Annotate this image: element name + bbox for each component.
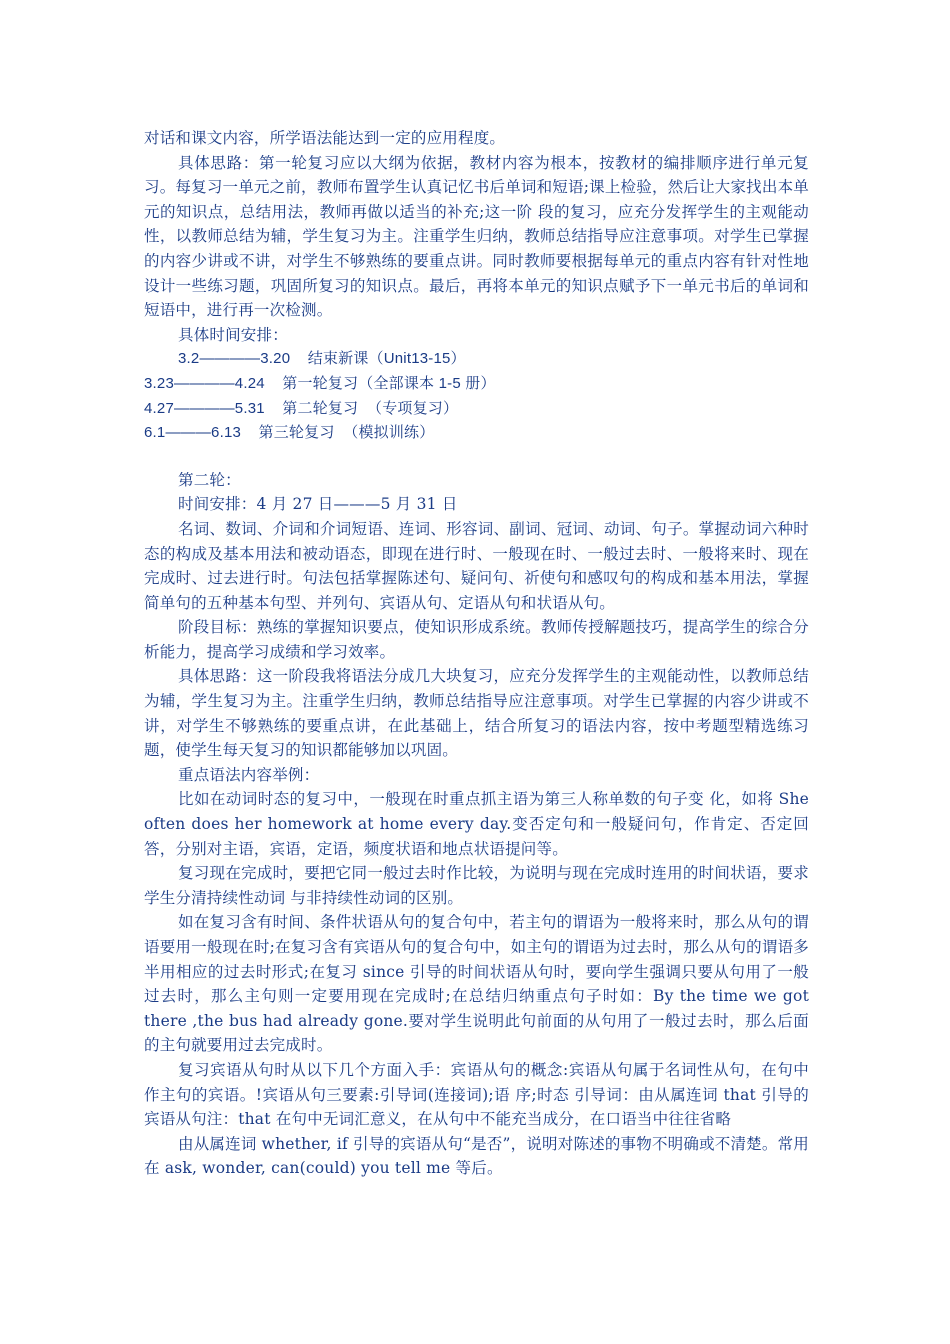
paragraph: 如在复习含有时间、条件状语从句的复合句中，若主句的谓语为一般将来时，那么从句的谓语要用一般现在时;在复习含有宾语从句的复合句中，如主句的谓语为过去时，那么从句的谓语多半用相应的过去时形式;在复习 since 引导的时间状语从句时，要向学生强调只要从句用了一般过去时，那么主句则一定要用现在完成时;在总结归纳重点句子时如：By the time we got there ,the bus had already gone.要对学生说明此句前面的从句用了一般过去时，那么后面的主句就要用过去完成时。	[144, 913, 809, 1055]
section-heading: 第二轮：	[178, 470, 241, 489]
paragraph: 名词、数词、介词和介词短语、连词、形容词、副词、冠词、动词、句子。掌握动词六种时态的构成及基本用法和被动语态，即现在进行时、一般现在时、一般过去时、一般将来时、现在完成时、过去进行时。句法包括掌握陈述句、疑问句、祈使句和感叹句的构成和基本用法，掌握简单句的五种基本句型、并列句、宾语从句、定语从句和状语从句。	[144, 519, 809, 612]
paragraph: 具体思路：第一轮复习应以大纲为依据，教材内容为根本，按教材的编排顺序进行单元复习。每复习一单元之前，教师布置学生认真记忆书后单词和短语;课上检验，然后让大家找出本单元的知识点，总结用法，教师再做以适当的补充;这一阶 段的复习，应充分发挥学生的主观能动性，以教师总结为辅，学生复习为主。注重学生归纳，教师总结指导应注意事项。对学生已掌握的内容少讲或不讲，对学生不够熟练的要重点讲。同时教师要根据每单元的重点内容有针对性地设计一些练习题，巩固所复习的知识点。最后，再将本单元的知识点赋予下一单元书后的单词和短语中，进行再一次检测。	[144, 153, 809, 320]
paragraph: 复习现在完成时，要把它同一般过去时作比较，为说明与现在完成时连用的时间状语，要求学生分清持续性动词 与非持续性动词的区别。	[144, 864, 809, 907]
paragraph: 具体时间安排：	[178, 325, 288, 344]
schedule-line: 4.27————5.31 第二轮复习 （专项复习）	[144, 399, 459, 417]
paragraph: 阶段目标：熟练的掌握知识要点，使知识形成系统。教师传授解题技巧，提高学生的综合分析能力，提高学习成绩和学习效率。	[144, 618, 809, 661]
paragraph: 具体思路：这一阶段我将语法分成几大块复习，应充分发挥学生的主观能动性，以教师总结为辅，学生复习为主。注重学生归纳，教师总结指导应注意事项。对学生已掌握的内容少讲或不讲，对学生不够熟练的要重点讲，在此基础上，结合所复习的语法内容，按中考题型精选练习题，使学生每天复习的知识都能够加以巩固。	[144, 667, 809, 760]
spacer	[144, 446, 809, 468]
paragraph: 由从属连词 whether, if 引导的宾语从句“是否”，说明对陈述的事物不明确或不清楚。常用在 ask, wonder, can(could) you tell me 等后。	[144, 1134, 809, 1178]
paragraph: 比如在动词时态的复习中，一般现在时重点抓主语为第三人称单数的句子变 化，如将 She often does her homework at home every day.变否定句和一般疑问句，作肯定、否定回答，分别对主语，宾语，定语，频度状语和地点状语提问等。	[144, 790, 809, 858]
schedule-line: 3.2————3.20 结束新课（Unit13-15）	[178, 350, 466, 368]
paragraph: 复习宾语从句时从以下几个方面入手：宾语从句的概念:宾语从句属于名词性从句，在句中作主句的宾语。!宾语从句三要素:引导词(连接词);语 序;时态 引导词：由从属连词 that 引导的宾语从句注：that 在句中无词汇意义，在从句中不能充当成分，在口语当中往往省略	[144, 1060, 809, 1129]
paragraph: 时间安排：4 月 27 日———5 月 31 日	[178, 495, 458, 514]
schedule-line: 6.1———6.13 第三轮复习 （模拟训练）	[144, 424, 435, 442]
paragraph: 重点语法内容举例：	[178, 765, 320, 784]
paragraph: 对话和课文内容，所学语法能达到一定的应用程度。	[144, 129, 506, 147]
document-body	[144, 126, 809, 1181]
schedule-line: 3.23————4.24 第一轮复习（全部课本 1-5 册）	[144, 374, 496, 392]
